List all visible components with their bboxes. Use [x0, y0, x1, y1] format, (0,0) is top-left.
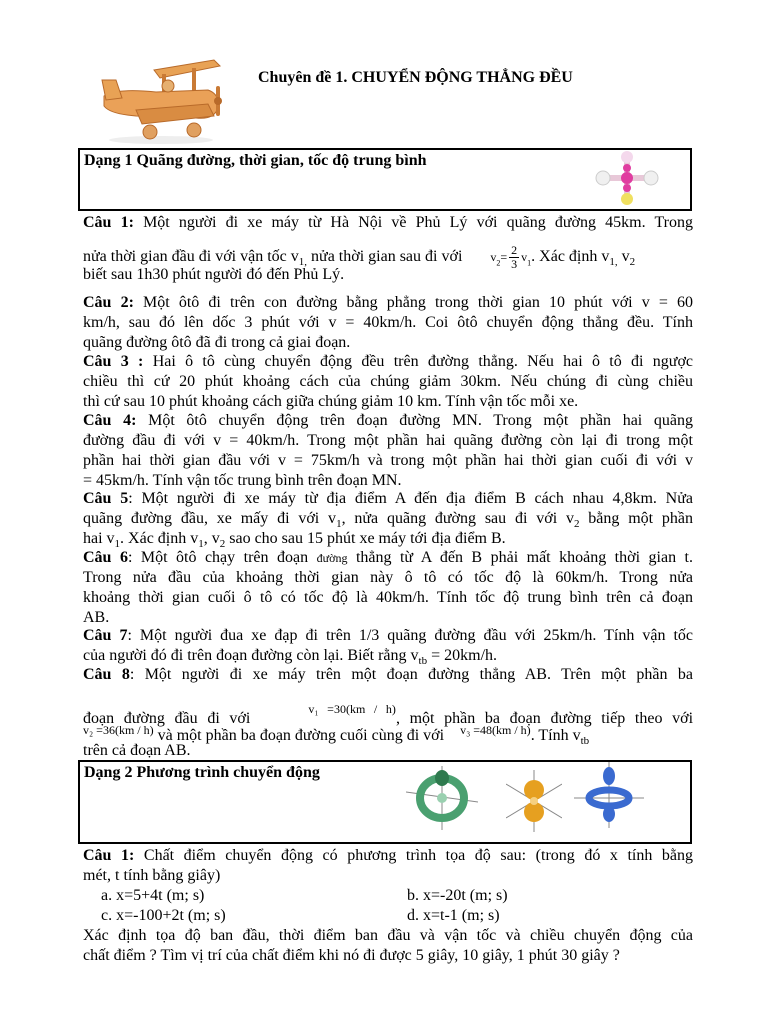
molecule-image [594, 150, 660, 206]
subscript: 2 [219, 538, 226, 551]
velocity-equation: v₃ =48(km / h) [460, 723, 531, 737]
question-text: hai v [83, 530, 115, 547]
subscript: tb [418, 655, 428, 668]
section-2-title: Dạng 2 Phương trình chuyển động [84, 764, 320, 781]
question-text: đường [316, 551, 348, 565]
question-text: v [617, 248, 630, 265]
question-text: thẳng từ A đến B phải mất khoảng thời gian t. [347, 549, 693, 566]
question-text: quãng đường đầu, xe mấy đi với v [83, 510, 337, 527]
question-text: bằng một phần [579, 510, 694, 527]
dang2-question-1-task [83, 926, 693, 966]
question-label: Câu 5 [83, 490, 129, 507]
section-2-header-box [78, 760, 692, 844]
velocity-equation: v₁ =30(km / h) [308, 702, 396, 716]
section-1-title: Dạng 1 Quãng đường, thời gian, tốc độ trung bình [84, 152, 427, 169]
question-label: Câu 2: [83, 294, 134, 311]
question-6 [83, 548, 693, 628]
question-text: của người đó đi trên đoạn đường còn lại. Biết rằng v [83, 647, 419, 664]
question-text: nửa thời gian sau đi với [307, 248, 463, 265]
question-text: chất điểm ? Tìm vị trí của chất điểm khi nó đi được 5 giây, 10 giây, 1 phút 30 giây ? [83, 947, 620, 964]
question-text: nửa thời gian đầu đi với vận tốc v [83, 248, 299, 265]
question-text: Hai ô tô cùng chuyển động đều trên đường thẳng. Nếu hai ô tô đi ngược [143, 353, 694, 370]
option-a: a. x=5+4t (m; s) [101, 887, 205, 904]
dang2-question-1 [83, 846, 693, 886]
question-text: mét, t tính bằng giây) [83, 867, 221, 884]
question-5 [83, 489, 693, 549]
question-text: Một ôtô đi trên con đường bằng phẳng trong thời gian 10 phút với v = 60 [133, 294, 694, 311]
question-text: , nửa quãng đường sau đi với v [341, 510, 574, 527]
fraction-equation: $v_2=$ $\frac{2}{3}$ $v_1$ [490, 242, 532, 271]
options-row [83, 906, 693, 926]
question-text: khoảng thời gian cuối ô tô có tốc độ là 40km/h. Tính tốc độ trung bình trên cả đoạn [83, 589, 693, 606]
question-label: Câu 1: [83, 214, 134, 231]
option-c: c. x=-100+2t (m; s) [101, 907, 226, 924]
section-1-header-box [78, 148, 692, 211]
question-label: Câu 3 : [83, 353, 144, 370]
question-text: quãng đường ôtô đã đi trong cả giai đoạn. [83, 334, 351, 351]
question-text: = 20km/h. [427, 647, 498, 664]
question-2 [83, 293, 693, 353]
question-text: và một phần ba đoạn đường cuối cùng đi với [153, 727, 445, 744]
subscript: 1 [198, 538, 204, 551]
question-text: km/h, sau đó lên dốc 3 phút với v = 40km/h. Coi ôtô chuyển động thẳng đều. Tính [83, 314, 693, 331]
subscript: 1 [114, 538, 121, 551]
question-label: Câu 8 [83, 666, 130, 683]
question-text: : Một ôtô chạy trên đoạn [127, 549, 317, 566]
question-text: . Xác định v [531, 248, 610, 265]
question-4 [83, 411, 693, 491]
question-text: : Một người đi xe máy từ địa điểm A đến địa điểm B cách nhau 4,8km. Nửa [128, 490, 694, 507]
question-text: AB. [83, 609, 110, 626]
option-b: b. x=-20t (m; s) [407, 887, 508, 904]
subscript: 2 [629, 256, 636, 269]
options-list [83, 886, 693, 926]
question-text: Chất điểm chuyển động có phương trình tọa độ sau: (trong đó x tính bằng [134, 847, 694, 864]
option-d: d. x=t-1 (m; s) [407, 907, 500, 924]
orbital-image [506, 770, 562, 832]
question-text: Trong nửa đầu của khoảng thời gian này ô tô có tốc độ là 60km/h. Trong nửa [83, 569, 693, 586]
question-text: . Xác định v [120, 530, 199, 547]
subscript: 1 [336, 518, 342, 531]
subscript: 1, [609, 256, 618, 269]
question-text: . Tính v [530, 727, 581, 744]
question-text: Một ôtô chuyển động trên đoạn đường MN. Trong một phần hai quãng [136, 412, 693, 429]
question-label: Câu 7 [83, 627, 128, 644]
velocity-equation: v₂ =36(km / h) [83, 723, 154, 737]
question-3 [83, 352, 693, 412]
question-label: Câu 1: [83, 847, 135, 864]
question-text: = 45km/h. Tính vận tốc trung bình trên đoạn MN. [83, 472, 402, 489]
question-text: phần hai thời gian đầu với v = 75km/h và trong một phần hai thời gian cuối đi với v [83, 452, 693, 469]
question-label: Câu 4: [83, 412, 137, 429]
question-7 [83, 626, 693, 666]
question-text: trên cả đoạn AB. [83, 742, 191, 759]
subscript: 1, [298, 256, 308, 269]
subscript: tb [580, 735, 590, 748]
subscript: 2 [573, 518, 580, 531]
page-title: Chuyên đề 1. CHUYỂN ĐỘNG THẲNG ĐỀU [258, 69, 573, 86]
question-text: , một phần ba đoạn đường tiếp theo với [395, 710, 694, 727]
toy-airplane-image [96, 50, 226, 146]
question-text: : Một người đua xe đạp đi trên 1/3 quãng đường đầu với 25km/h. Tính vận tốc [127, 627, 694, 644]
question-text: đường đầu đi với v = 40km/h. Trong một phần hai quãng đường còn lại đi trong một [83, 432, 693, 449]
question-text: : Một người đi xe máy trên một đoạn đường thẳng AB. Trên một phần ba [129, 666, 694, 683]
orbital-image [406, 766, 478, 830]
question-text: sao cho sau 15 phút xe máy tới địa điểm B. [225, 530, 506, 547]
question-text: đoạn đường đầu đi với [83, 710, 251, 727]
question-text: thì cứ sau 10 phút khoảng cách giữa chúng giảm 10 km. Tính vận tốc mỗi xe. [83, 393, 579, 410]
options-row [83, 886, 693, 906]
question-text: Xác định tọa độ ban đầu, thời điểm ban đầu và vận tốc và chiều chuyển động của [83, 927, 693, 944]
question-8 [83, 665, 693, 761]
orbital-image [574, 762, 644, 828]
question-text: , v [203, 530, 220, 547]
question-text: biết sau 1h30 phút người đó đến Phủ Lý. [83, 266, 345, 283]
question-label: Câu 6 [83, 549, 128, 566]
question-1 [83, 213, 693, 285]
question-text: Một người đi xe máy từ Hà Nội về Phủ Lý với quãng đường 45km. Trong [133, 214, 694, 231]
question-text: chiều thì cứ 20 phút khoảng cách của chúng giảm 30km. Nếu chúng đi cùng chiều [83, 373, 693, 390]
